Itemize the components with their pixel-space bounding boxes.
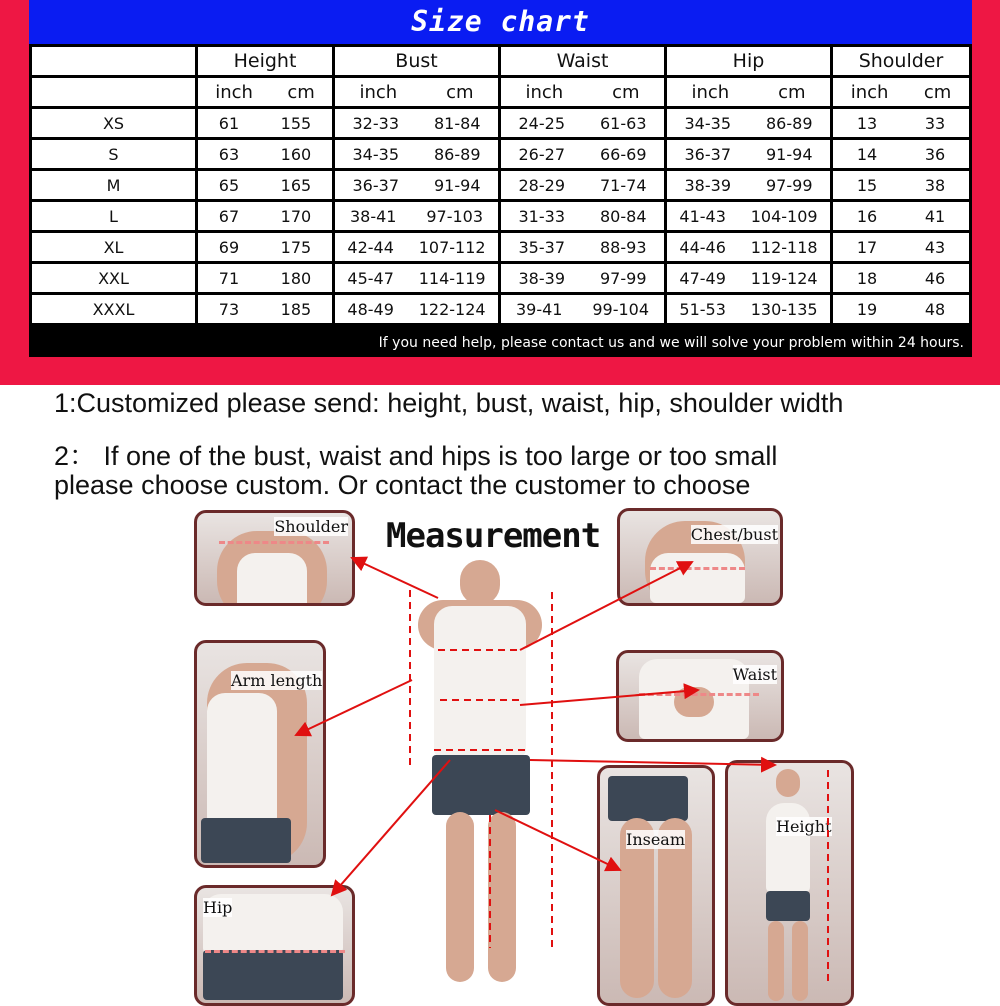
bust-inch: 42-44: [347, 237, 394, 257]
height-inch: 67: [218, 206, 240, 226]
label-chest: Chest/bust: [690, 525, 778, 544]
height-cm: 155: [280, 113, 312, 133]
height-cm: 170: [280, 206, 312, 226]
waist-inch: 31-33: [518, 206, 565, 226]
waist-cm: 88-93: [600, 237, 647, 257]
hip-cm: 104-109: [750, 206, 818, 226]
height-inch: 61: [218, 113, 240, 133]
size-label: S: [32, 140, 195, 168]
shoulder-inch: 19: [856, 299, 878, 319]
height-cm: 185: [280, 299, 312, 319]
bust-inch: 45-47: [347, 268, 394, 288]
size-label: XXL: [32, 264, 195, 292]
bust-cm: 114-119: [418, 268, 486, 288]
waist-cm: 97-99: [600, 268, 647, 288]
shoulder-cm: 43: [924, 237, 946, 257]
shoulder-inch: 14: [856, 144, 878, 164]
waist-cm: 66-69: [600, 144, 647, 164]
label-height: Height: [776, 817, 832, 836]
unit-inch: inch: [850, 81, 889, 103]
shoulder-inch: 18: [856, 268, 878, 288]
bust-inch: 32-33: [352, 113, 399, 133]
height-inch: 73: [218, 299, 240, 319]
waist-inch: 24-25: [518, 113, 565, 133]
hip-cm: 97-99: [766, 175, 813, 195]
waist-inch: 26-27: [518, 144, 565, 164]
waist-inch: 28-29: [518, 175, 565, 195]
unit-inch: inch: [691, 81, 730, 103]
height-inch: 63: [218, 144, 240, 164]
arrow-waist: [520, 690, 698, 705]
hip-cm: 91-94: [766, 144, 813, 164]
measurement-title: Measurement: [386, 516, 601, 556]
header-hip: Hip: [667, 47, 830, 75]
unit-inch: inch: [525, 81, 564, 103]
shoulder-inch: 13: [856, 113, 878, 133]
shoulder-cm: 46: [924, 268, 946, 288]
shoulder-inch: 16: [856, 206, 878, 226]
size-label: XS: [32, 109, 195, 137]
arrow-height: [530, 760, 775, 765]
arrow-hip: [332, 760, 450, 895]
bust-cm: 81-84: [434, 113, 481, 133]
label-arm-length: Arm length: [231, 671, 323, 690]
shoulder-cm: 48: [924, 299, 946, 319]
arrow-inseam: [495, 810, 620, 870]
hip-inch: 51-53: [679, 299, 726, 319]
bust-cm: 122-124: [418, 299, 486, 319]
shoulder-inch: 17: [856, 237, 878, 257]
bust-inch: 34-35: [352, 144, 399, 164]
size-label: XL: [32, 233, 195, 261]
size-label: M: [32, 171, 195, 199]
label-shoulder: Shoulder: [274, 517, 348, 536]
shoulder-cm: 33: [924, 113, 946, 133]
height-inch: 71: [218, 268, 240, 288]
waist-inch: 39-41: [515, 299, 563, 319]
hip-inch: 41-43: [679, 206, 726, 226]
waist-cm: 80-84: [600, 206, 647, 226]
height-cm: 180: [280, 268, 312, 288]
label-inseam: Inseam: [626, 830, 686, 849]
bust-cm: 107-112: [418, 237, 486, 257]
hip-cm: 119-124: [750, 268, 818, 288]
header-height: Height: [198, 47, 332, 75]
unit-cm: cm: [612, 81, 640, 103]
arrow-arm: [296, 680, 412, 735]
height-cm: 175: [280, 237, 312, 257]
header-shoulder: Shoulder: [833, 47, 969, 75]
note-customized: 1:Customized please send: height, bust, waist, hip, shoulder width: [54, 388, 844, 418]
help-footer: If you need help, please contact us and we will solve your problem within 24 hours.: [378, 335, 964, 351]
label-waist: Waist: [732, 665, 777, 684]
unit-inch: inch: [359, 81, 398, 103]
unit-cm: cm: [778, 81, 806, 103]
waist-cm: 61-63: [600, 113, 647, 133]
bust-inch: 36-37: [352, 175, 399, 195]
arrow-chest: [520, 562, 692, 650]
bust-inch: 38-41: [349, 206, 397, 226]
shoulder-inch: 15: [856, 175, 878, 195]
bust-cm: 91-94: [434, 175, 481, 195]
hip-inch: 47-49: [679, 268, 726, 288]
height-inch: 65: [218, 175, 240, 195]
bust-inch: 48-49: [347, 299, 394, 319]
unit-inch: inch: [215, 81, 253, 103]
header-bust: Bust: [335, 47, 498, 75]
shoulder-cm: 41: [924, 206, 946, 226]
hip-inch: 44-46: [679, 237, 726, 257]
header-waist: Waist: [501, 47, 664, 75]
hip-inch: 34-35: [684, 113, 731, 133]
unit-cm: cm: [446, 81, 474, 103]
note-custom-size-2: please choose custom. Or contact the customer to choose: [54, 470, 751, 500]
hip-inch: 36-37: [684, 144, 731, 164]
waist-cm: 99-104: [592, 299, 650, 319]
hip-inch: 38-39: [684, 175, 731, 195]
hip-cm: 130-135: [750, 299, 818, 319]
hip-cm: 112-118: [750, 237, 818, 257]
waist-inch: 35-37: [518, 237, 565, 257]
size-label: XXXL: [32, 295, 195, 323]
arrow-shoulder: [352, 558, 438, 598]
height-inch: 69: [218, 237, 240, 257]
hip-cm: 86-89: [766, 113, 813, 133]
bust-cm: 86-89: [434, 144, 481, 164]
size-chart-title: Size chart: [411, 5, 590, 38]
height-cm: 160: [280, 144, 312, 164]
waist-inch: 38-39: [518, 268, 565, 288]
shoulder-cm: 38: [924, 175, 946, 195]
label-hip: Hip: [203, 898, 233, 917]
waist-cm: 71-74: [600, 175, 647, 195]
unit-cm: cm: [287, 81, 315, 103]
note-custom-size-1: 2： If one of the bust, waist and hips is too large or too small: [54, 441, 778, 471]
unit-cm: cm: [923, 81, 952, 103]
height-cm: 165: [280, 175, 312, 195]
bust-cm: 97-103: [426, 206, 484, 226]
size-label: L: [32, 202, 195, 230]
shoulder-cm: 36: [924, 144, 946, 164]
